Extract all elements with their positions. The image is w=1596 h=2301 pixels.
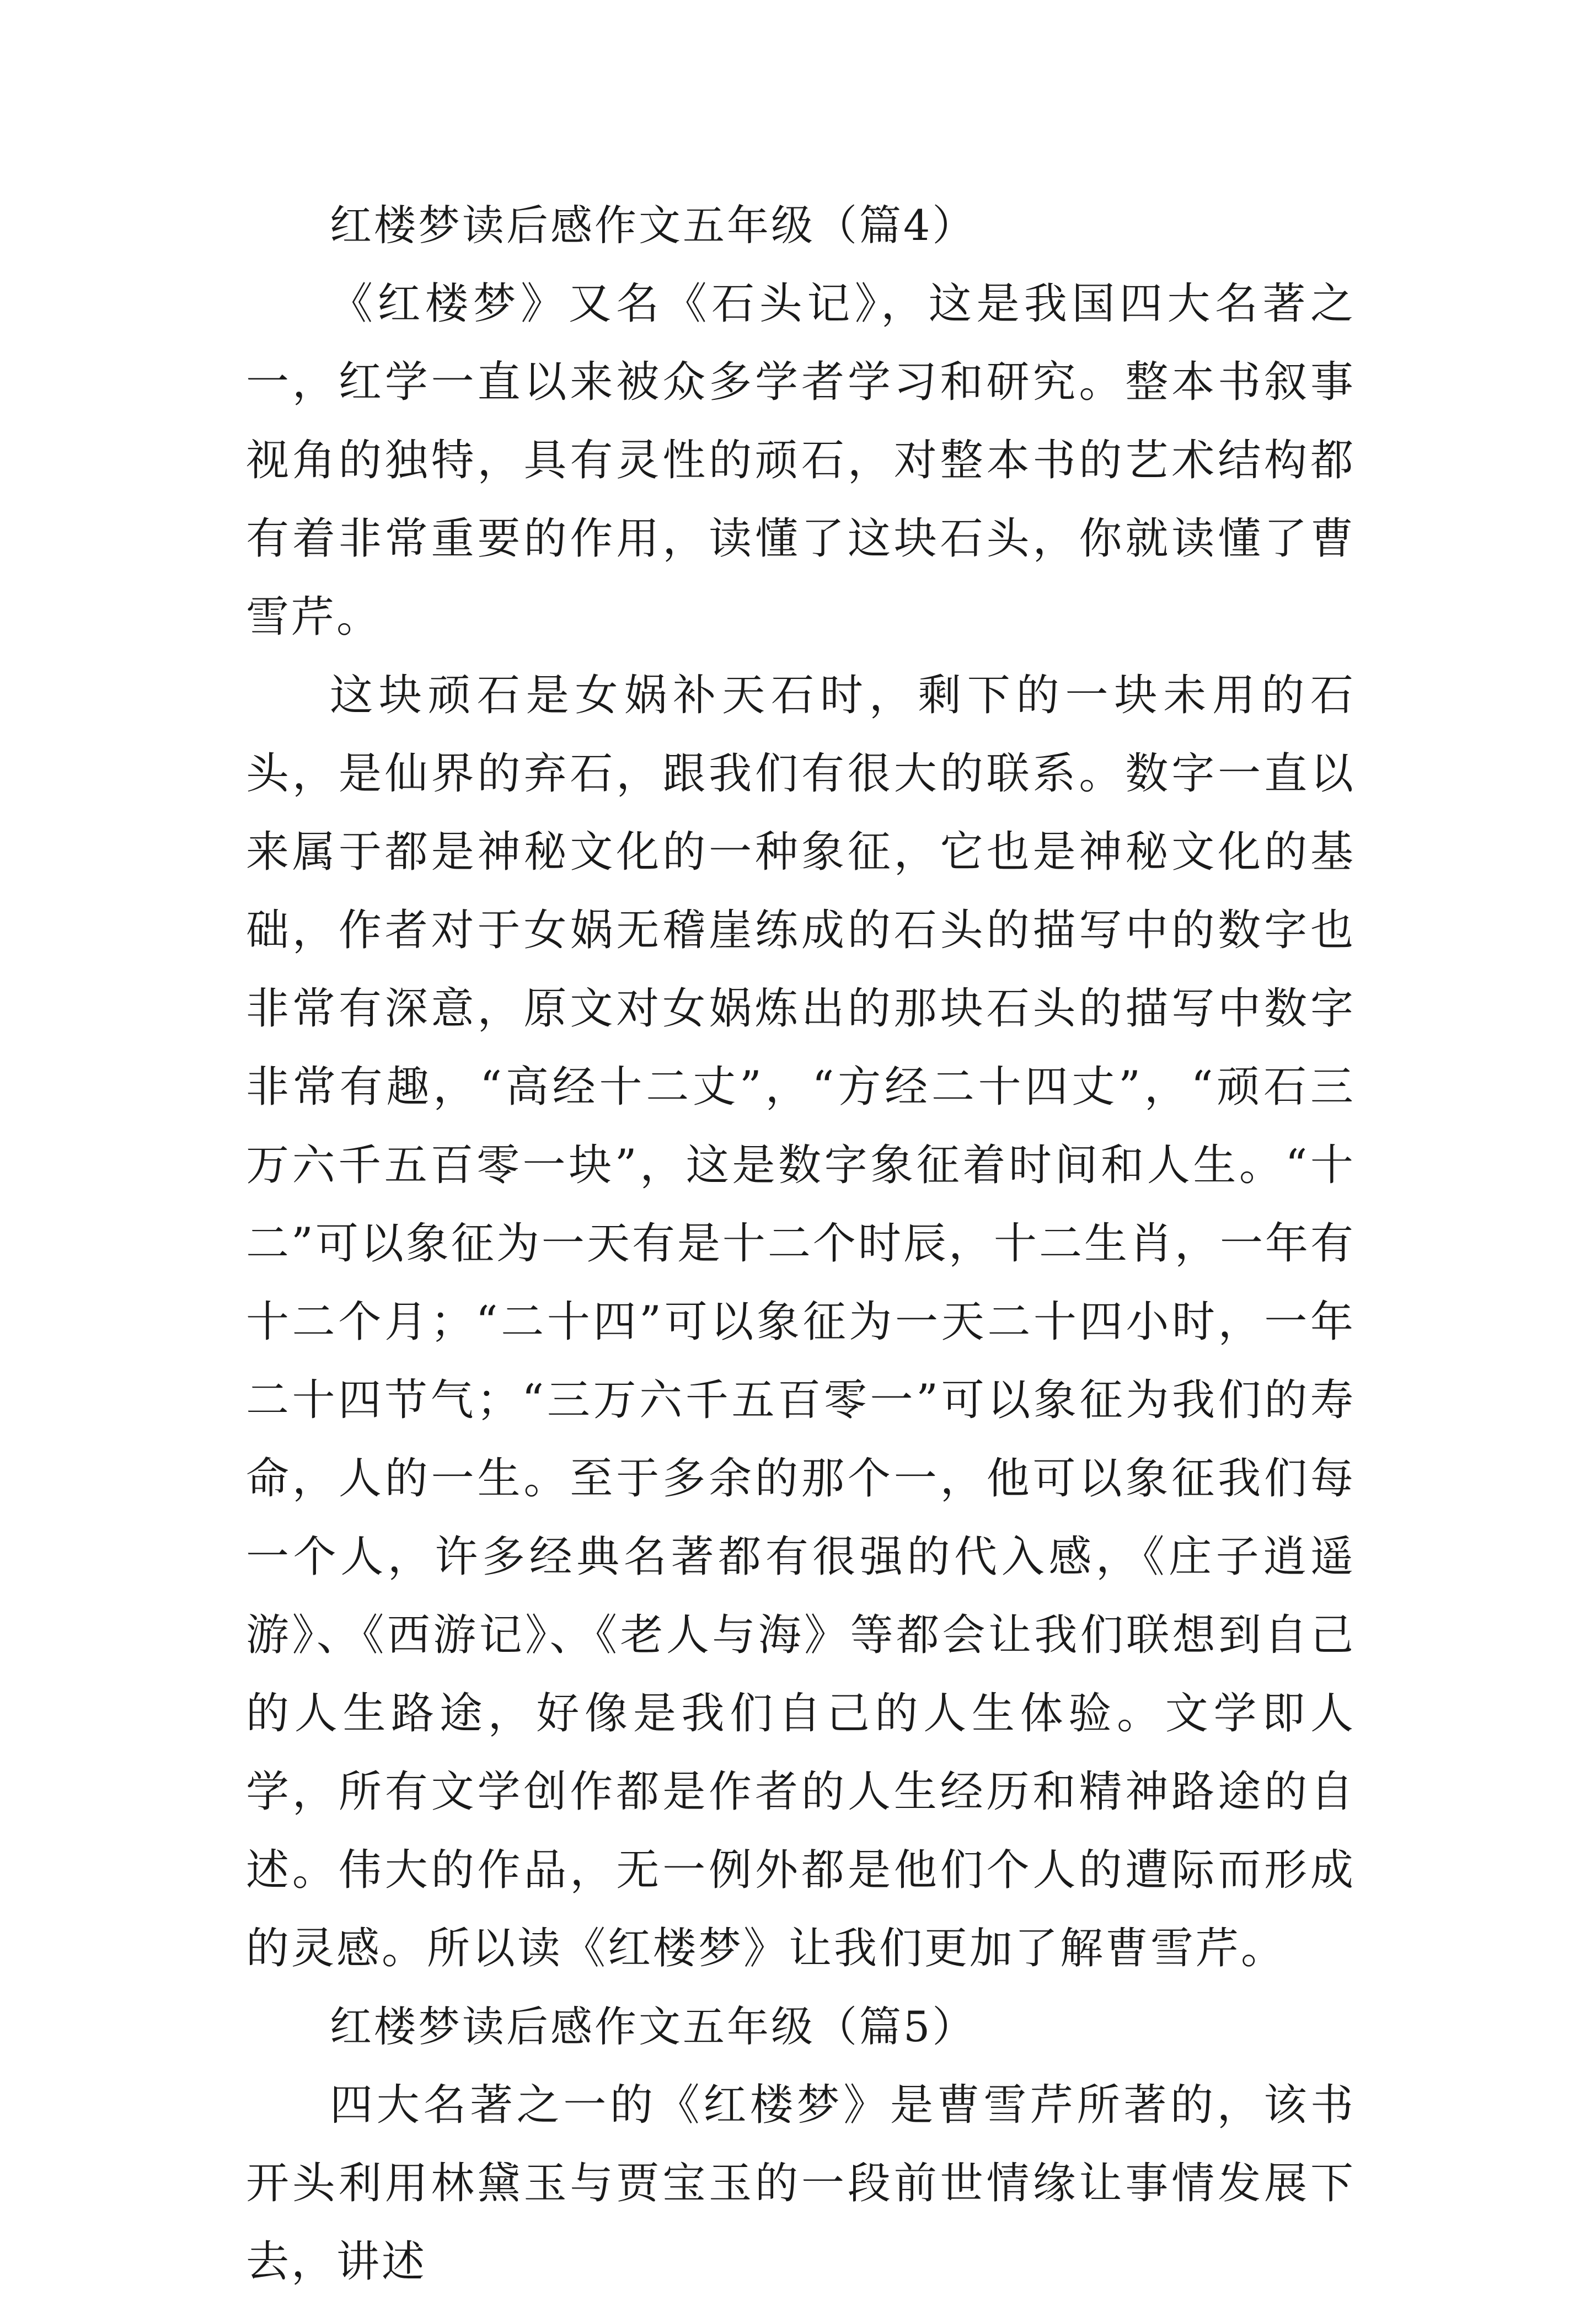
section-heading: 红楼梦读后感作文五年级（篇4） [330,201,977,250]
section-heading: 红楼梦读后感作文五年级（篇5） [330,2002,977,2051]
paragraph: 四大名著之一的《红楼梦》是曹雪芹所著的，该书开头利用林黛玉与贾宝玉的一段前世情缘让事情发展下去，讲述 [246,2080,1356,2287]
paragraph: 《红楼梦》又名《石头记》，这是我国四大名著之一，红学一直以来被众多学者学习和研究。整本书叙事视角的独特，具有灵性的顽石，对整本书的艺术结构都有着非常重要的作用，读懂了这块石头，你就读懂了曹雪芹。 [246,279,1356,642]
paragraph: 这块顽石是女娲补天石时，剩下的一块未用的石头，是仙界的弃石，跟我们有很大的联系。数字一直以来属于都是神秘文化的一种象征，它也是神秘文化的基础，作者对于女娲无稽崖练成的石头的描写中的数字也非常有深意，原文对女娲炼出的那块石头的描写中数字非常有趣，“高经十二丈”，“方经二十四丈”，“顽石三万六千五百零一块”，这是数字象征着时间和人生。“十二”可以象征为一天有是十二个时辰，十二生肖，一年有十二个月；“二十四”可以象征为一天二十四小时，一年二十四节气；“三万六千五百零一”可以象征为我们的寿命，人的一生。至于多余的那个一，他可以象征我们每一个人，许多经典名著都有很强的代入感，《庄子逍遥游》、《西游记》、《老人与海》等都会让我们联想到自己的人生路途，好像是我们自己的人生体验。文学即人学，所有文学创作都是作者的人生经历和精神路途的自述。伟大的作品，无一例外都是他们个人的遭际而形成的灵感。所以读《红楼梦》让我们更加了解曹雪芹。 [246,671,1356,1973]
document-body [246,186,1356,2301]
